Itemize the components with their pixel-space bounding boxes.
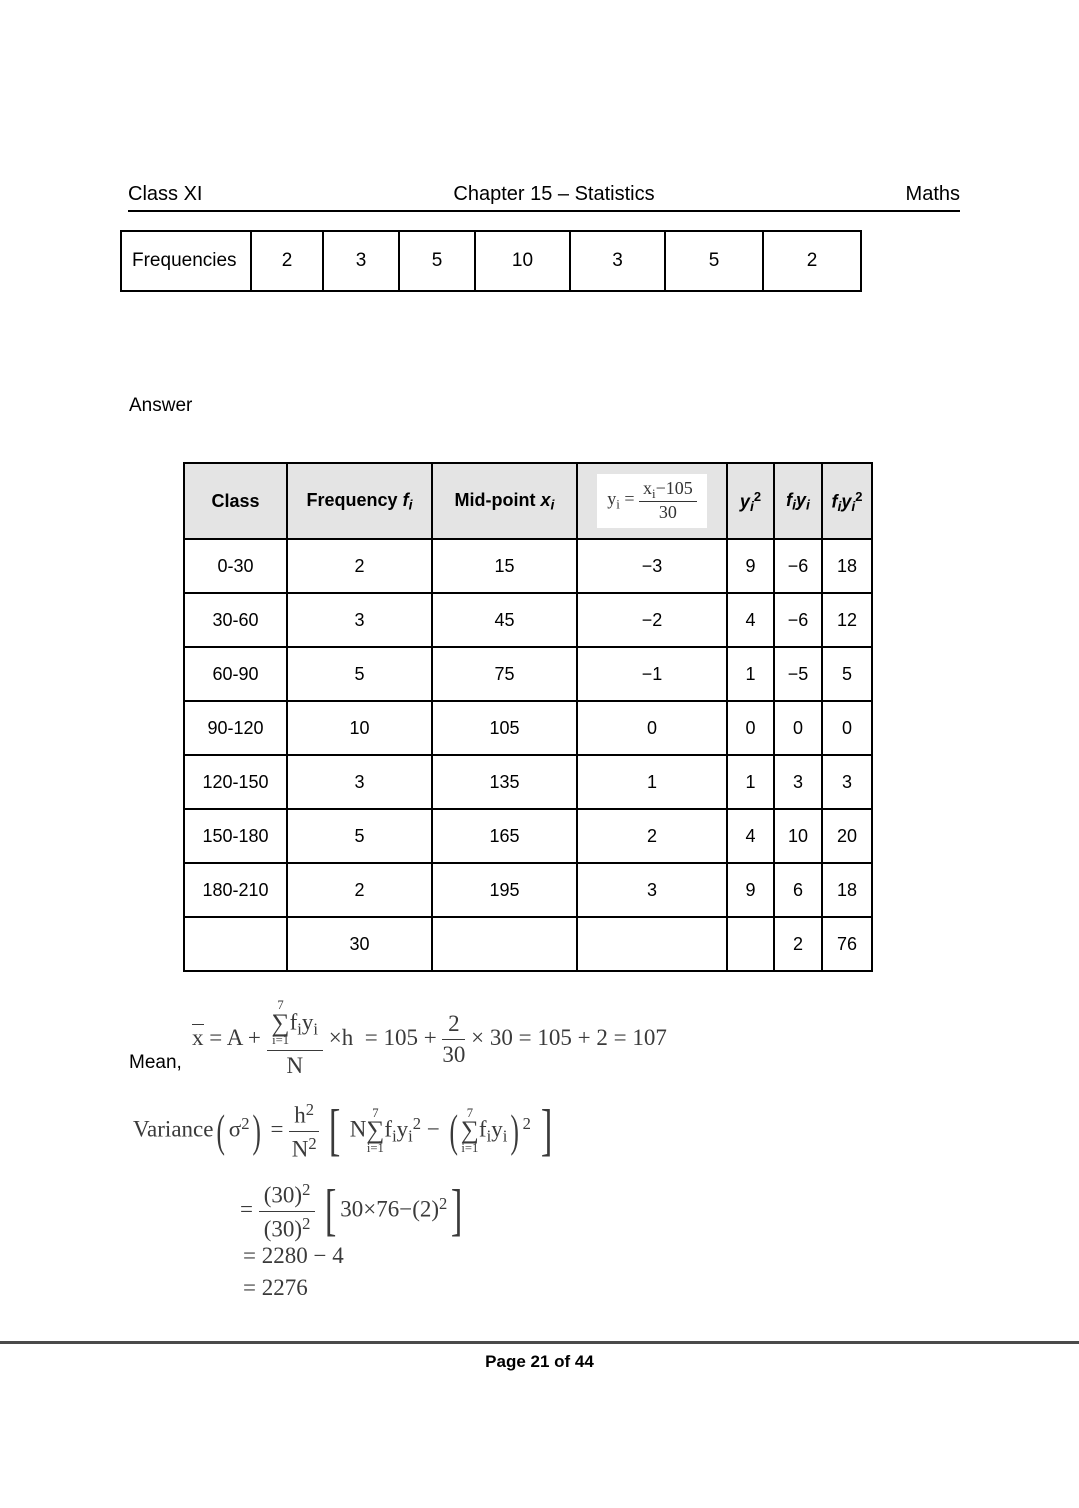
fiyi-f-symbol: f — [786, 489, 793, 510]
cell-yi: 0 — [577, 701, 727, 755]
variance-sigma-symbol: σ — [228, 1116, 242, 1142]
cell-midpoint — [432, 917, 577, 971]
cell-class: 180-210 — [184, 863, 287, 917]
variance-N-symbol: N — [291, 1136, 309, 1162]
summation-upper-limit: 7 — [466, 1105, 474, 1120]
variance-h-exponent: 2 — [305, 1100, 315, 1119]
column-header-fiyi — [774, 463, 822, 539]
cell-fiyi2: 5 — [822, 647, 872, 701]
mean-times-h-value: × 30 — [471, 1025, 513, 1051]
frequency-cell: 3 — [323, 231, 399, 291]
sigma-icon: ∑ — [366, 1116, 385, 1144]
variance-inner-f: f — [478, 1116, 487, 1142]
sigma-icon: ∑ — [271, 1008, 290, 1037]
cell-fiyi: 0 — [774, 701, 822, 755]
cell-yi — [577, 917, 727, 971]
mean-numeric-fraction — [442, 1011, 465, 1069]
variance-term-exponent: 2 — [412, 1114, 422, 1134]
column-header-midpoint-text: Mid-point — [454, 489, 536, 510]
variance-h2-over-N2 — [289, 1100, 319, 1163]
cell-frequency: 3 — [287, 755, 432, 809]
fiyi2-f-symbol: f — [831, 490, 838, 511]
variance-inner-paren-open: ( — [448, 1105, 458, 1157]
page-running-header — [128, 183, 960, 212]
summation-operator — [272, 999, 290, 1047]
frequency-cell: 2 — [251, 231, 323, 291]
cell-midpoint: 195 — [432, 863, 577, 917]
variance-equals: = — [270, 1116, 284, 1142]
variance-h2-numerator — [289, 1100, 319, 1132]
mean-fraction-denominator: N — [286, 1053, 304, 1079]
header-class-label: Class XI — [128, 183, 203, 205]
yi2-superscript: 2 — [753, 488, 762, 504]
yi2-subscript: i — [749, 497, 754, 514]
table-row — [184, 755, 872, 809]
mean-assumed-mean-A: A — [226, 1025, 243, 1051]
mean-fraction — [267, 1000, 323, 1080]
variance-inner-y: y — [491, 1116, 503, 1142]
table-row — [184, 647, 872, 701]
summation-lower-limit: i=1 — [461, 1140, 479, 1155]
mean-numeric-numerator: 2 — [442, 1011, 465, 1040]
cell-class: 60-90 — [184, 647, 287, 701]
variance-line2-equals: = — [240, 1196, 253, 1222]
cell-yi2: 4 — [727, 809, 774, 863]
variance-bracket-close: ] — [540, 1099, 552, 1163]
fiyi-y-subscript: i — [806, 496, 810, 513]
cell-yi2: 1 — [727, 755, 774, 809]
column-header-fiyi-squared — [822, 463, 872, 539]
cell-yi2: 1 — [727, 647, 774, 701]
cell-frequency: 5 — [287, 647, 432, 701]
mean-sum-y-subscript: i — [313, 1019, 318, 1039]
mean-equals: = — [209, 1025, 223, 1051]
mean-label: Mean, — [129, 1052, 182, 1073]
mean-sum-f: f — [289, 1009, 298, 1035]
cell-class: 0-30 — [184, 539, 287, 593]
mean-plus: + — [247, 1025, 261, 1051]
fiyi2-superscript: 2 — [855, 488, 863, 504]
cell-yi: −3 — [577, 539, 727, 593]
yi-formula-fraction — [639, 479, 697, 522]
table-row — [184, 863, 872, 917]
variance-term-y: y — [396, 1116, 409, 1142]
column-header-yi-formula — [577, 463, 727, 539]
header-chapter-title: Chapter 15 – Statistics — [453, 183, 655, 205]
cell-frequency: 3 — [287, 593, 432, 647]
cell-yi2: 0 — [727, 701, 774, 755]
variance-inner-y-subscript: i — [502, 1126, 508, 1146]
column-header-frequency-subscript: i — [408, 496, 413, 513]
table-row — [184, 701, 872, 755]
cell-midpoint: 105 — [432, 701, 577, 755]
cell-midpoint: 75 — [432, 647, 577, 701]
variance-line2-den-exponent: 2 — [302, 1213, 311, 1233]
variance-result-line-1: = 2280 − 4 — [243, 1243, 344, 1268]
cell-yi: −1 — [577, 647, 727, 701]
variance-N2-denominator — [289, 1132, 319, 1163]
variance-formula — [133, 1100, 556, 1163]
mean-h: h — [341, 1025, 354, 1051]
column-header-midpoint — [432, 463, 577, 539]
column-header-class: Class — [184, 463, 287, 539]
summation-operator — [461, 1107, 479, 1155]
cell-frequency: 2 — [287, 863, 432, 917]
calculation-table-body — [184, 539, 872, 971]
cell-fiyi2: 20 — [822, 809, 872, 863]
fiyi2-y-subscript: i — [851, 497, 856, 514]
column-header-midpoint-symbol: x — [540, 489, 551, 510]
variance-line2-bracket-close: ] — [451, 1179, 463, 1243]
variance-line2-body: 30×76−(2) — [340, 1196, 440, 1222]
fiyi-y-symbol: y — [795, 489, 806, 510]
cell-frequency: 10 — [287, 701, 432, 755]
mean-fraction-numerator — [267, 1000, 323, 1051]
mean-times: × — [328, 1025, 342, 1051]
variance-inner-paren-close: ) — [510, 1105, 520, 1157]
yi-formula-num-subscript: i — [652, 485, 656, 501]
variance-line2-numerator — [259, 1180, 316, 1212]
yi-formula-equals: = — [624, 488, 635, 509]
variance-N-factor: N — [349, 1116, 367, 1142]
cell-yi: 1 — [577, 755, 727, 809]
cell-fiyi: 6 — [774, 863, 822, 917]
variance-line2-body-exponent: 2 — [439, 1194, 448, 1214]
header-subject-label: Maths — [905, 183, 960, 205]
frequency-cell: 2 — [763, 231, 861, 291]
variance-paren-close: ) — [252, 1105, 262, 1157]
cell-yi2 — [727, 917, 774, 971]
yi-formula-denominator: 30 — [658, 502, 677, 523]
mean-result-final: = 105 + 2 = 107 — [518, 1025, 667, 1051]
cell-fiyi2: 3 — [822, 755, 872, 809]
variance-outer-exponent: 2 — [522, 1114, 531, 1134]
cell-midpoint: 45 — [432, 593, 577, 647]
frequency-cell: 10 — [475, 231, 570, 291]
cell-class: 120-150 — [184, 755, 287, 809]
cell-fiyi2-total: 76 — [822, 917, 872, 971]
cell-yi2: 9 — [727, 863, 774, 917]
table-row — [184, 539, 872, 593]
table-header-row — [184, 463, 872, 539]
cell-class: 90-120 — [184, 701, 287, 755]
fiyi2-y-symbol: y — [841, 490, 852, 511]
variance-line2-num-base: (30) — [263, 1182, 303, 1208]
fiyi2-f-subscript: i — [837, 497, 842, 514]
variance-minus: − — [426, 1116, 440, 1142]
mean-xbar-symbol: x — [192, 1025, 204, 1051]
column-header-frequency-text: Frequency — [306, 489, 398, 510]
cell-fiyi2: 18 — [822, 539, 872, 593]
table-row — [184, 809, 872, 863]
cell-fiyi2: 12 — [822, 593, 872, 647]
table-row — [121, 231, 861, 291]
cell-frequency-total: 30 — [287, 917, 432, 971]
column-header-frequency — [287, 463, 432, 539]
frequencies-table — [120, 230, 862, 292]
variance-substitution-line — [240, 1180, 466, 1243]
cell-class: 30-60 — [184, 593, 287, 647]
cell-fiyi: 10 — [774, 809, 822, 863]
answer-label: Answer — [129, 395, 193, 416]
cell-yi: 2 — [577, 809, 727, 863]
table-totals-row — [184, 917, 872, 971]
variance-h-symbol: h — [294, 1102, 306, 1128]
variance-term-f: f — [384, 1116, 393, 1142]
summation-operator — [366, 1107, 384, 1155]
cell-class: 150-180 — [184, 809, 287, 863]
yi2-symbol: y — [739, 490, 750, 511]
cell-fiyi2: 0 — [822, 701, 872, 755]
frequencies-row-label: Frequencies — [121, 231, 251, 291]
variance-line2-num-exponent: 2 — [302, 1180, 311, 1199]
summation-lower-limit: i=1 — [272, 1033, 290, 1048]
variance-inner-f-subscript: i — [486, 1126, 492, 1146]
frequency-cell: 5 — [665, 231, 763, 291]
variance-line2-fraction — [259, 1180, 316, 1243]
frequency-cell: 3 — [570, 231, 665, 291]
summation-lower-limit: i=1 — [366, 1140, 384, 1155]
column-header-frequency-symbol: f — [402, 489, 409, 510]
variance-N-exponent: 2 — [308, 1133, 317, 1153]
yi-formula-lhs: y — [607, 488, 617, 509]
page-number-footer: Page 21 of 44 — [485, 1352, 594, 1371]
footer-divider — [0, 1341, 1079, 1344]
yi-formula-num-rest: −105 — [655, 477, 693, 498]
summation-upper-limit: 7 — [372, 1105, 379, 1120]
cell-fiyi2: 18 — [822, 863, 872, 917]
variance-paren-open: ( — [216, 1105, 226, 1157]
variance-line2-bracket-open: [ — [324, 1179, 337, 1243]
cell-fiyi: −6 — [774, 593, 822, 647]
mean-sum-f-subscript: i — [297, 1019, 302, 1039]
cell-fiyi: 3 — [774, 755, 822, 809]
mean-formula — [192, 1000, 667, 1080]
mean-result-step1: = 105 + — [364, 1025, 437, 1051]
variance-title: Variance — [133, 1116, 214, 1142]
cell-yi2: 4 — [727, 593, 774, 647]
cell-midpoint: 135 — [432, 755, 577, 809]
variance-term-y-subscript: i — [408, 1126, 413, 1146]
variance-term-f-subscript: i — [392, 1126, 397, 1146]
cell-yi: 3 — [577, 863, 727, 917]
column-header-yi-squared — [727, 463, 774, 539]
variance-bracket-open: [ — [328, 1099, 341, 1163]
fiyi-f-subscript: i — [792, 496, 796, 513]
variance-result-line-2: = 2276 — [243, 1275, 308, 1300]
cell-fiyi-total: 2 — [774, 917, 822, 971]
mean-numeric-denominator: 30 — [442, 1042, 466, 1068]
cell-frequency: 2 — [287, 539, 432, 593]
yi-formula-num-var: x — [643, 477, 652, 498]
frequency-cell: 5 — [399, 231, 475, 291]
cell-frequency: 5 — [287, 809, 432, 863]
cell-yi2: 9 — [727, 539, 774, 593]
yi-formula-numerator — [639, 479, 697, 503]
statistics-calculation-table — [183, 462, 873, 972]
variance-line2-den-base: (30) — [263, 1216, 303, 1242]
mean-sum-y: y — [301, 1009, 314, 1035]
sigma-icon: ∑ — [460, 1116, 479, 1144]
cell-midpoint: 165 — [432, 809, 577, 863]
variance-line2-denominator — [259, 1212, 316, 1243]
cell-fiyi: −5 — [774, 647, 822, 701]
yi-formula-lhs-subscript: i — [616, 496, 620, 511]
column-header-midpoint-subscript: i — [550, 496, 555, 513]
cell-fiyi: −6 — [774, 539, 822, 593]
cell-class — [184, 917, 287, 971]
summation-upper-limit: 7 — [277, 998, 284, 1013]
cell-yi: −2 — [577, 593, 727, 647]
yi-formula-image — [597, 474, 707, 529]
variance-sigma-exponent: 2 — [241, 1114, 250, 1134]
cell-midpoint: 15 — [432, 539, 577, 593]
table-row — [184, 593, 872, 647]
